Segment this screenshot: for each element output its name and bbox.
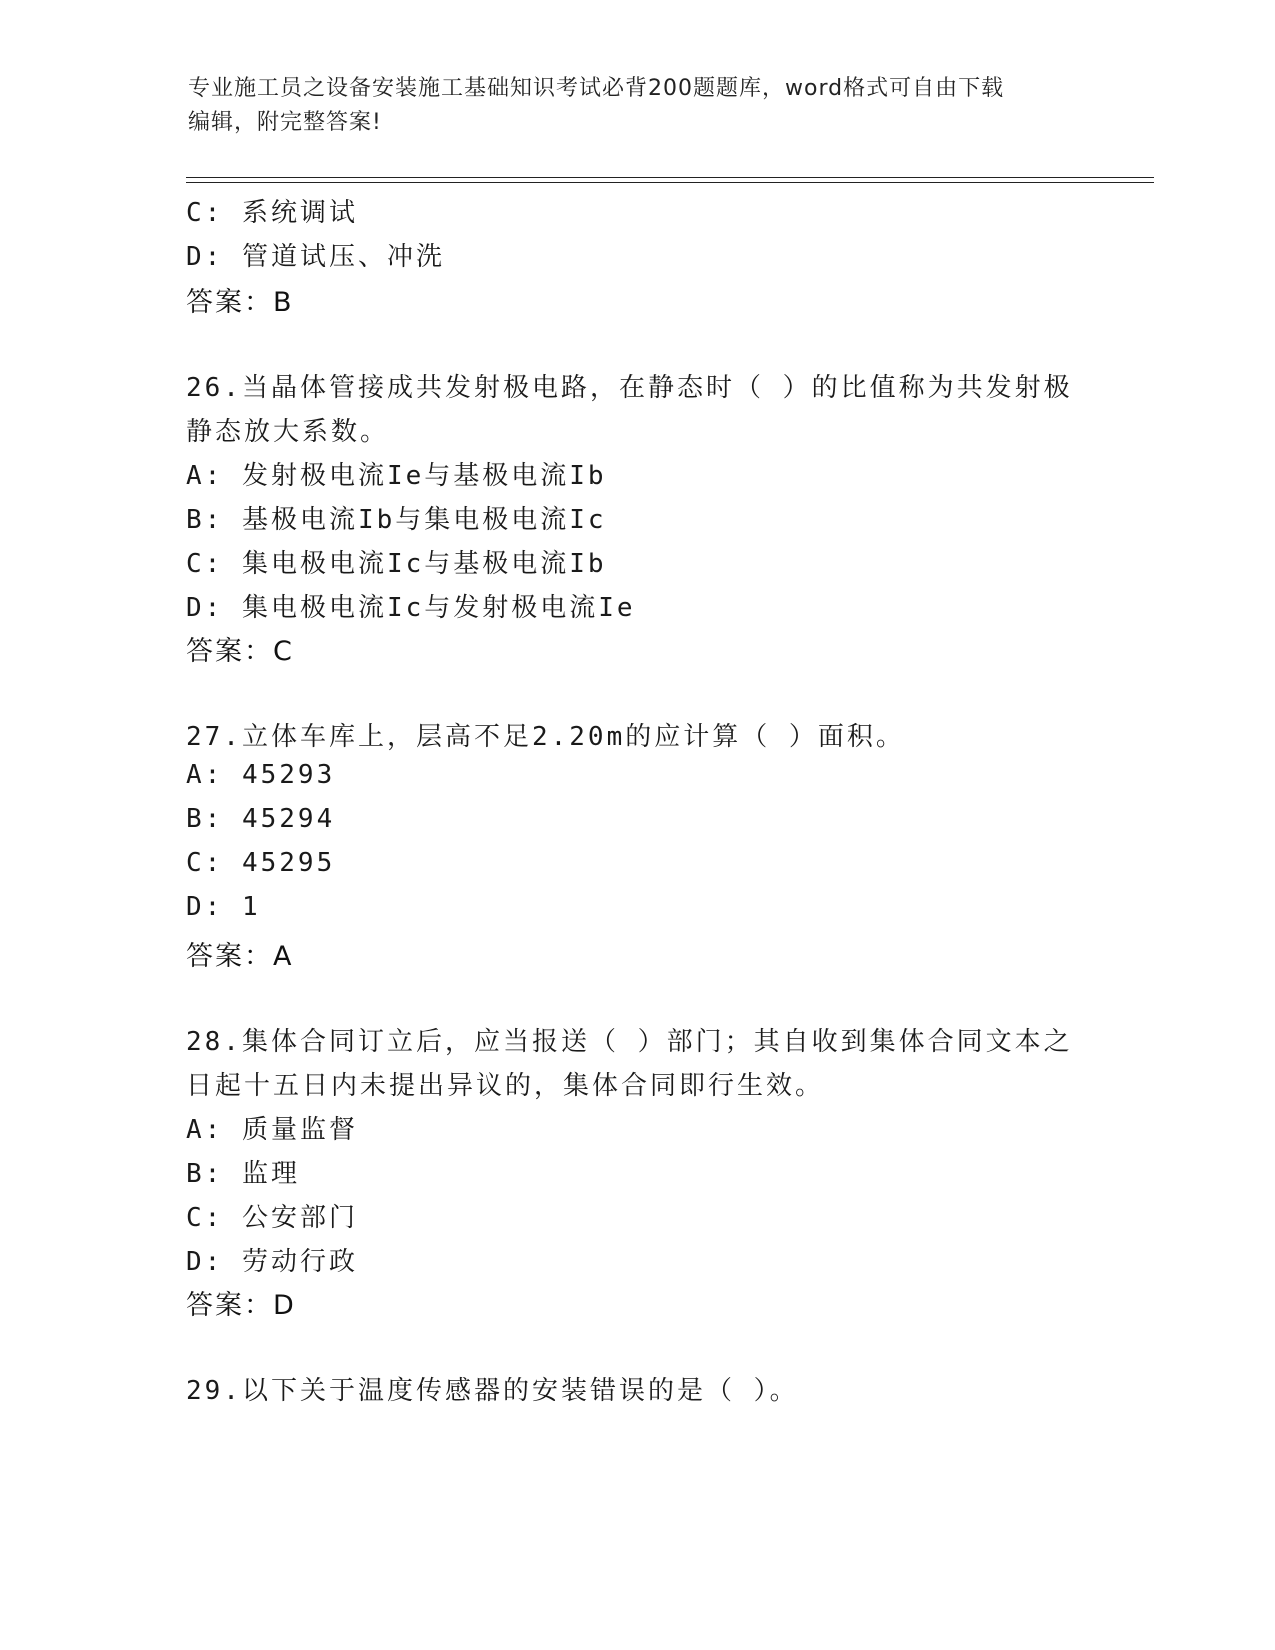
q26-option-b: B: 基极电流Ib与集电极电流Ic — [186, 505, 607, 535]
q28-option-b: B: 监理 — [186, 1159, 300, 1189]
q29-stem-line-1: 29.以下关于温度传感器的安装错误的是（ ）。 — [186, 1376, 799, 1406]
q25-answer: 答案：B — [186, 287, 294, 318]
q28-stem-line-2: 日起十五日内未提出异议的，集体合同即行生效。 — [186, 1071, 825, 1101]
q26-option-c: C: 集电极电流Ic与基极电流Ib — [186, 549, 607, 579]
q28-option-a: A: 质量监督 — [186, 1115, 358, 1145]
q26-option-a: A: 发射极电流Ie与基极电流Ib — [186, 461, 607, 491]
header-divider-top — [186, 177, 1154, 178]
q26-stem-line-1: 26.当晶体管接成共发射极电路，在静态时（ ）的比值称为共发射极 — [186, 373, 1073, 403]
q27-stem-line-1: 27.立体车库上，层高不足2.20m的应计算（ ）面积。 — [186, 722, 905, 752]
q27-option-d: D: 1 — [186, 892, 261, 922]
q25-option-c: C: 系统调试 — [186, 198, 358, 228]
q27-option-a: A: 45293 — [186, 760, 336, 790]
q27-option-b: B: 45294 — [186, 804, 336, 834]
q28-stem-line-1: 28.集体合同订立后，应当报送（ ）部门；其自收到集体合同文本之 — [186, 1027, 1073, 1057]
q26-stem-line-2: 静态放大系数。 — [186, 417, 390, 447]
q25-option-d: D: 管道试压、冲洗 — [186, 242, 445, 272]
header-divider-bottom — [186, 182, 1154, 183]
document-header — [188, 72, 1068, 140]
q27-answer: 答案：A — [186, 941, 294, 972]
q28-option-c: C: 公安部门 — [186, 1203, 358, 1233]
header-title-line-1: 专业施工员之设备安装施工基础知识考试必背200题题库，word格式可自由下载 — [188, 76, 1005, 101]
q26-answer: 答案：C — [186, 636, 294, 667]
header-title-line-2: 编辑，附完整答案! — [188, 110, 382, 135]
q28-answer: 答案：D — [186, 1290, 296, 1321]
q27-option-c: C: 45295 — [186, 848, 336, 878]
q26-option-d: D: 集电极电流Ic与发射极电流Ie — [186, 593, 636, 623]
q28-option-d: D: 劳动行政 — [186, 1247, 358, 1277]
